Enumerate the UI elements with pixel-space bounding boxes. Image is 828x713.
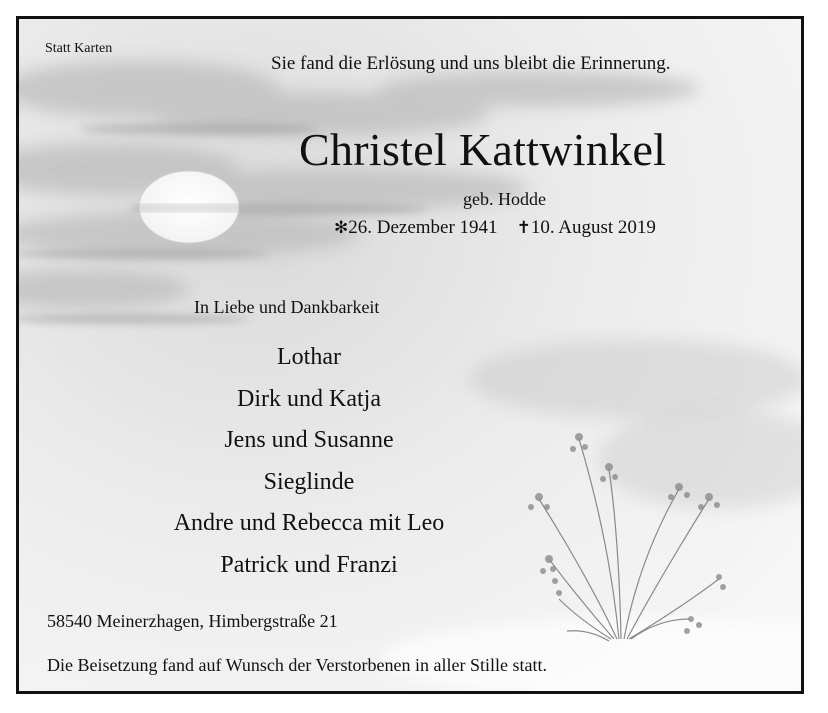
dedication: In Liebe und Dankbarkeit bbox=[194, 297, 380, 317]
mourner-name: Lothar bbox=[277, 344, 341, 370]
address: 58540 Meinerzhagen, Himbergstraße 21 bbox=[47, 611, 338, 631]
death-cross-icon: ✝ bbox=[516, 218, 531, 238]
obituary-card bbox=[16, 16, 804, 694]
motto: Sie fand die Erlösung und uns bleibt die Erinnerung. bbox=[271, 53, 671, 74]
birth-name: geb. Hodde bbox=[463, 189, 546, 209]
death-date: 10. August 2019 bbox=[530, 217, 656, 238]
life-dates bbox=[334, 217, 656, 239]
birth-star-icon: ✻ bbox=[334, 218, 349, 238]
deceased-name: Christel Kattwinkel bbox=[299, 124, 667, 175]
mourner-name: Dirk und Katja bbox=[237, 385, 381, 412]
mourner-name: Sieglinde bbox=[263, 468, 355, 495]
mourner-name: Patrick und Franzi bbox=[220, 551, 398, 578]
header-note: Statt Karten bbox=[45, 41, 113, 56]
mourner-name: Jens und Susanne bbox=[224, 427, 394, 453]
mourners-list bbox=[79, 337, 539, 586]
mourner-name: Andre und Rebecca mit Leo bbox=[173, 510, 445, 536]
burial-note: Die Beisetzung fand auf Wunsch der Verstorbenen in aller Stille statt. bbox=[47, 655, 547, 675]
birth-date: 26. Dezember 1941 bbox=[348, 217, 498, 238]
